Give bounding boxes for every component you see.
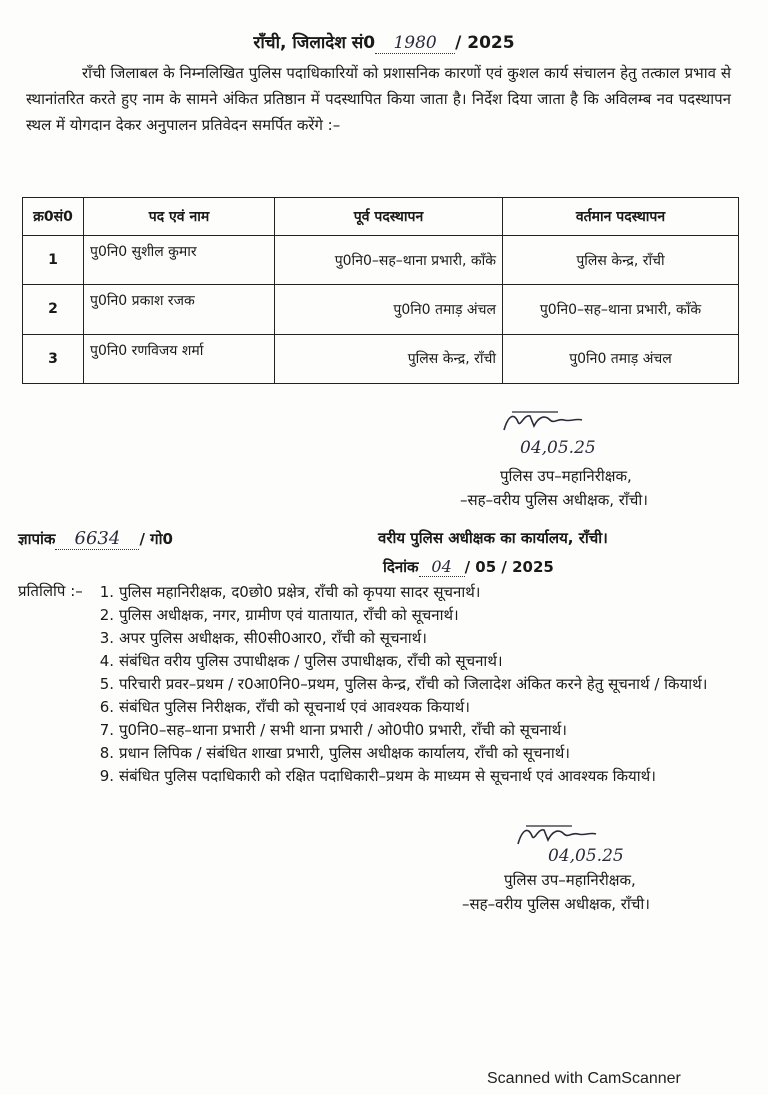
header-current-posting: वर्तमान पदस्थापन xyxy=(503,198,739,236)
list-item: 7. पु0नि0–सह–थाना प्रभारी / सभी थाना प्रभारी / ओ0पी0 प्रभारी, राँची को सूचनार्थ। xyxy=(99,721,567,739)
signature-2-designation: पुलिस उप–महानिरीक्षक, xyxy=(504,871,636,889)
date-day: 04 xyxy=(419,557,465,577)
memo-suffix: / गो0 xyxy=(139,530,173,548)
date-line xyxy=(383,557,554,577)
list-item: 2. पुलिस अधीक्षक, नगर, ग्रामीण एवं यातायात, राँची को सूचनार्थ। xyxy=(99,606,459,624)
memo-number: 6634 xyxy=(55,528,139,550)
order-title xyxy=(0,30,768,54)
row-serial: 2 xyxy=(23,285,84,334)
signature-2-designation-2: –सह–वरीय पुलिस अधीक्षक, राँची। xyxy=(462,895,650,913)
camscanner-watermark: Scanned with CamScanner xyxy=(487,1070,681,1087)
order-title-prefix: राँची, जिलादेश सं0 xyxy=(253,33,376,53)
signature-1-graphic xyxy=(498,408,588,436)
date-rest: / 05 / 2025 xyxy=(464,558,554,576)
signature-1-block xyxy=(460,464,648,512)
memo-label: ज्ञापांक xyxy=(18,530,56,548)
order-number: 1980 xyxy=(375,33,455,54)
list-item: 5. परिचारी प्रवर–प्रथम / र0आ0नि0–प्रथम, पुलिस केन्द्र, राँची को जिलादेश अंकित करने हेतु सूचनार्थ / कियार्थ। xyxy=(99,675,708,693)
intro-paragraph: राँची जिलाबल के निम्नलिखित पुलिस पदाधिकारियों को प्रशासनिक कारणों एवं कुशल कार्य संचालन हेतु तत्काल प्रभाव से स्थानांतरित करते हुए नाम के सामने अंकित प्रतिष्ठान में पदस्थापित किया जाता है। निर्देश दिया जाता है कि अविलम्ब नव पदस्थापन स्थल में योगदान देकर अनुपालन प्रतिवेदन समर्पित करेंगे :– xyxy=(26,64,731,134)
office-name: वरीय पुलिस अधीक्षक का कार्यालय, राँची। xyxy=(378,529,608,547)
copy-label: प्रतिलिपि :– xyxy=(18,582,83,600)
row-name: पु0नि0 सुशील कुमार xyxy=(84,236,275,285)
table-row xyxy=(23,334,739,383)
row-serial: 1 xyxy=(23,236,84,285)
list-item: 3. अपर पुलिस अधीक्षक, सी0सी0आर0, राँची को सूचनार्थ। xyxy=(99,629,427,647)
header-serial: क्र0सं0 xyxy=(23,198,84,236)
signature-2-block xyxy=(462,868,650,916)
table-row xyxy=(23,236,739,285)
list-item: 8. प्रधान लिपिक / संबंधित शाखा प्रभारी, पुलिस अधीक्षक कार्यालय, राँची को सूचनार्थ। xyxy=(99,744,570,762)
table-header-row xyxy=(23,198,739,236)
header-name: पद एवं नाम xyxy=(84,198,275,236)
row-serial: 3 xyxy=(23,334,84,383)
signature-1-designation: पुलिस उप–महानिरीक्षक, xyxy=(500,467,632,485)
table-row xyxy=(23,285,739,334)
row-previous: पु0नि0 तमाड़ अंचल xyxy=(275,285,503,334)
row-name: पु0नि0 प्रकाश रजक xyxy=(84,285,275,334)
order-title-suffix: / 2025 xyxy=(455,33,515,53)
memo-number-line xyxy=(18,528,173,550)
list-item: 6. संबंधित पुलिस निरीक्षक, राँची को सूचनार्थ एवं आवश्यक कियार्थ। xyxy=(99,698,470,716)
date-label: दिनांक xyxy=(383,558,419,576)
signature-2-date: 04,05.25 xyxy=(548,846,624,866)
posting-table xyxy=(22,197,739,384)
list-item: 1. पुलिस महानिरीक्षक, द0छो0 प्रक्षेत्र, राँची को कृपया सादर सूचनार्थ। xyxy=(99,583,481,601)
signature-1-designation-2: –सह–वरीय पुलिस अधीक्षक, राँची। xyxy=(460,491,648,509)
list-item: 4. संबंधित वरीय पुलिस उपाधीक्षक / पुलिस उपाधीक्षक, राँची को सूचनार्थ। xyxy=(99,652,503,670)
row-current: पु0नि0–सह–थाना प्रभारी, काँके xyxy=(503,285,739,334)
signature-1-date: 04,05.25 xyxy=(520,438,596,458)
row-current: पुलिस केन्द्र, राँची xyxy=(503,236,739,285)
copy-list xyxy=(86,581,756,788)
row-previous: पु0नि0–सह–थाना प्रभारी, काँके xyxy=(275,236,503,285)
row-name: पु0नि0 रणविजय शर्मा xyxy=(84,334,275,383)
header-previous-posting: पूर्व पदस्थापन xyxy=(275,198,503,236)
list-item: 9. संबंधित पुलिस पदाधिकारी को रक्षित पदाधिकारी–प्रथम के माध्यम से सूचनार्थ एवं आवश्यक कियार्थ। xyxy=(99,767,656,785)
row-previous: पुलिस केन्द्र, राँची xyxy=(275,334,503,383)
row-current: पु0नि0 तमाड़ अंचल xyxy=(503,334,739,383)
